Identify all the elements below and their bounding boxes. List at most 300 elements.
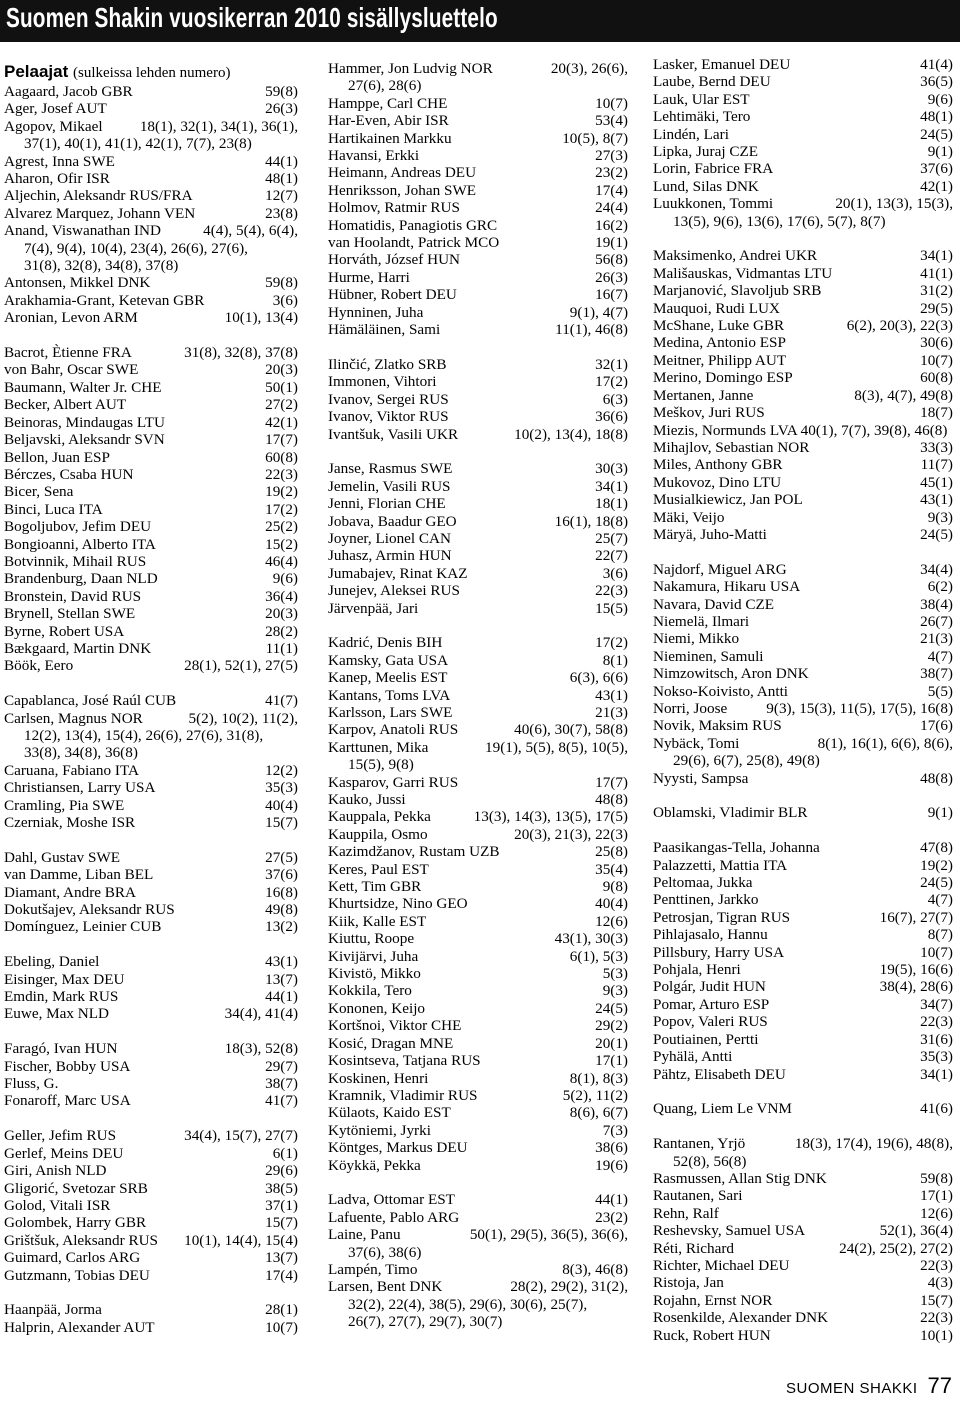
index-entry [4, 118, 298, 135]
player-name: Kononen, Keijo [328, 999, 426, 1017]
player-name: Kiik, Kalle EST [328, 912, 427, 930]
issue-references: 32(1) [595, 355, 628, 373]
index-entry [328, 1209, 628, 1226]
issue-references: 24(4) [595, 199, 628, 217]
issue-references: 4(7) [927, 647, 953, 665]
index-entry [653, 961, 953, 978]
issue-references: 34(1) [920, 1065, 953, 1083]
index-entry [328, 652, 628, 669]
group-spacer [4, 1023, 298, 1040]
index-entry [653, 73, 953, 90]
issue-references: 8(6), 6(7) [569, 1104, 628, 1122]
player-name: Lindén, Lari [653, 125, 729, 143]
index-entry [4, 222, 298, 239]
issue-references: 50(1), 29(5), 36(5), 36(6), [469, 1226, 628, 1244]
index-entry [328, 582, 628, 599]
player-name: Rosenkilde, Alexander DNK [653, 1309, 829, 1327]
index-entry [653, 978, 953, 995]
issue-references: 18(1), 32(1), 34(1), 36(1), [139, 117, 298, 135]
player-name: Pyhälä, Antti [653, 1048, 733, 1066]
index-entry [653, 1257, 953, 1274]
index-entry [653, 630, 953, 647]
index-entry [653, 56, 953, 73]
issue-references-continued: 12(2), 13(4), 15(4), 26(6), 27(6), 31(8), [24, 727, 264, 744]
index-entry [328, 878, 628, 895]
player-name: Ebeling, Daniel [4, 953, 100, 971]
group-spacer [653, 822, 953, 839]
index-entry [4, 901, 298, 918]
index-entry [653, 909, 953, 926]
player-name: Mauquoi, Rudi LUX [653, 299, 780, 317]
index-entry [653, 509, 953, 526]
player-name: Holmov, Ratmir RUS [328, 199, 460, 217]
issue-references: 40(4) [265, 796, 298, 814]
issue-references: 10(1), 14(4), 15(4) [184, 1231, 298, 1249]
group-spacer [653, 1118, 953, 1135]
player-name: Richter, Michael DEU [653, 1256, 790, 1274]
issue-references: 29(5) [920, 299, 953, 317]
player-name: Becker, Albert AUT [4, 396, 127, 414]
index-entry [653, 404, 953, 421]
index-entry [653, 317, 953, 334]
section-note: (sulkeissa lehden numero) [73, 65, 231, 81]
player-name: Kauko, Jussi [328, 791, 406, 809]
player-name: Mališauskas, Vidmantas LTU [653, 264, 833, 282]
issue-references: 52(1), 36(4) [879, 1222, 953, 1240]
issue-references-continued: 27(6), 28(6) [348, 77, 422, 95]
player-name: Maksimenko, Andrei UKR [653, 247, 818, 265]
player-name: Réti, Richard [653, 1239, 734, 1257]
page-number: 77 [927, 1373, 952, 1398]
issue-references: 36(4) [265, 587, 298, 605]
player-name: Rojahn, Ernst NOR [653, 1291, 773, 1309]
index-entry [328, 982, 628, 999]
index-entry [653, 491, 953, 508]
index-entry [328, 251, 628, 268]
issue-references: 10(2), 13(4), 18(8) [514, 425, 628, 443]
index-entry [653, 126, 953, 143]
issue-references: 25(2) [265, 518, 298, 536]
index-entry [4, 100, 298, 117]
player-name: Antonsen, Mikkel DNK [4, 274, 151, 292]
player-name: Märyä, Juho-Matti [653, 525, 767, 543]
player-name: Miles, Anthony GBR [653, 456, 783, 474]
issue-references: 15(5) [595, 599, 628, 617]
player-name: Kamsky, Gata USA [328, 651, 449, 669]
player-name: Ivantšuk, Vasili UKR [328, 425, 459, 443]
player-name: Köykkä, Pekka [328, 1156, 421, 1174]
index-entry [4, 1232, 298, 1249]
index-entry [328, 634, 628, 651]
index-entry [653, 717, 953, 734]
issue-references: 10(7) [920, 943, 953, 961]
index-entry [4, 170, 298, 187]
issue-references: 38(4) [920, 595, 953, 613]
issue-references: 19(1), 5(5), 8(5), 10(5), [485, 738, 628, 756]
magazine-name: SUOMEN SHAKKI [785, 1380, 918, 1397]
index-entry [653, 1292, 953, 1309]
issue-references: 22(3) [920, 1309, 953, 1327]
player-name: Alvarez Marquez, Johann VEN [4, 204, 196, 222]
player-name: Bogoljubov, Jefim DEU [4, 518, 152, 536]
issue-references: 19(1) [595, 234, 628, 252]
player-name: Karttunen, Mika [328, 738, 429, 756]
issue-references: 22(3) [595, 582, 628, 600]
issue-references: 8(1), 8(3) [569, 1069, 628, 1087]
issue-references: 11(1) [265, 639, 298, 657]
issue-references: 29(6) [265, 1162, 298, 1180]
issue-references: 10(7) [595, 94, 628, 112]
group-spacer [4, 327, 298, 344]
issue-references: 17(7) [265, 431, 298, 449]
index-entry [328, 895, 628, 912]
issue-references: 6(3) [602, 390, 628, 408]
issue-references: 9(8) [602, 878, 628, 896]
issue-references: 23(2) [595, 1208, 628, 1226]
player-name: Giri, Anish NLD [4, 1162, 107, 1180]
issue-references: 5(5) [927, 682, 953, 700]
index-entry [653, 1031, 953, 1048]
player-name: Penttinen, Jarkko [653, 891, 759, 909]
index-entry [4, 1092, 298, 1109]
player-name: Agrest, Inna SWE [4, 152, 115, 170]
issue-references: 19(5), 16(6) [879, 961, 953, 979]
index-entry [4, 187, 298, 204]
issue-references: 3(6) [272, 291, 298, 309]
player-name: Pillsbury, Harry USA [653, 943, 785, 961]
player-name: Lipka, Juraj CZE [653, 143, 759, 161]
index-entry [653, 996, 953, 1013]
index-entry [328, 791, 628, 808]
issue-references: 44(1) [265, 988, 298, 1006]
issue-references: 9(1) [927, 143, 953, 161]
player-name: Agopov, Mikael [4, 117, 103, 135]
index-entry [328, 913, 628, 930]
player-name: Hurme, Harri [328, 268, 410, 286]
page-title: Suomen Shakin vuosikerran 2010 sisällysluettelo [6, 2, 498, 33]
player-name: Caruana, Fabiano ITA [4, 761, 140, 779]
index-entry [4, 988, 298, 1005]
player-name: Rehn, Ralf [653, 1204, 719, 1222]
player-name: Euwe, Max NLD [4, 1005, 110, 1023]
index-entry [4, 1127, 298, 1144]
group-spacer [328, 1174, 628, 1191]
player-name: Juhasz, Armin HUN [328, 547, 452, 565]
player-name: Binci, Luca ITA [4, 500, 103, 518]
index-entry [328, 721, 628, 738]
index-entry [328, 373, 628, 390]
index-entry [653, 891, 953, 908]
index-entry [653, 387, 953, 404]
issue-references: 7(3) [602, 1121, 628, 1139]
issue-references: 10(5), 8(7) [562, 129, 628, 147]
index-entry [653, 1327, 953, 1344]
issue-references: 28(1) [265, 1301, 298, 1319]
player-name: Baumann, Walter Jr. CHE [4, 378, 162, 396]
index-entry [328, 112, 628, 129]
issue-references: 47(8) [920, 839, 953, 857]
index-entry [4, 536, 298, 553]
issue-references: 17(7) [595, 773, 628, 791]
issue-references: 17(4) [595, 181, 628, 199]
section-title: Pelaajat [4, 62, 69, 81]
issue-references-continued: 52(8), 56(8) [673, 1152, 747, 1170]
issue-references: 35(3) [265, 779, 298, 797]
player-name: Lund, Silas DNK [653, 177, 759, 195]
player-name: Järvenpää, Jari [328, 599, 419, 617]
index-entry [653, 1066, 953, 1083]
issue-references: 20(3) [265, 361, 298, 379]
issue-references: 9(3) [927, 508, 953, 526]
player-name: Medina, Antonio ESP [653, 334, 786, 352]
issue-references: 12(7) [265, 187, 298, 205]
issue-references: 15(7) [265, 1214, 298, 1232]
player-name: Kytöniemi, Jyrki [328, 1121, 431, 1139]
issue-references: 20(1) [595, 1034, 628, 1052]
player-name: Haanpää, Jorma [4, 1301, 102, 1319]
issue-references: 34(4), 41(4) [224, 1005, 298, 1023]
index-entry [4, 884, 298, 901]
player-name: Kivistö, Mikko [328, 965, 421, 983]
index-entry [328, 1104, 628, 1121]
index-entry [4, 971, 298, 988]
index-entry [328, 182, 628, 199]
player-name: Byrne, Robert USA [4, 622, 125, 640]
player-name: Peltomaa, Jukka [653, 874, 753, 892]
issue-references: 17(1) [595, 1052, 628, 1070]
group-spacer [4, 675, 298, 692]
player-name: Heimann, Andreas DEU [328, 164, 477, 182]
page-footer [786, 1373, 952, 1399]
index-entry [653, 1013, 953, 1030]
player-name: Khurtsidze, Nino GEO [328, 895, 468, 913]
group-spacer [4, 1110, 298, 1127]
index-entry [4, 83, 298, 100]
issue-references-continued: 7(4), 9(4), 10(4), 23(4), 26(6), 27(6), [24, 239, 248, 257]
index-entry [328, 687, 628, 704]
player-name: Fonaroff, Marc USA [4, 1092, 131, 1110]
issue-references: 5(2), 11(2) [562, 1086, 628, 1104]
index-entry [328, 95, 628, 112]
index-entry [328, 234, 628, 251]
index-entry [4, 414, 298, 431]
index-entry [4, 1058, 298, 1075]
issue-references: 34(1) [595, 477, 628, 495]
player-name: Hübner, Robert DEU [328, 286, 457, 304]
player-name: Lorin, Fabrice FRA [653, 160, 774, 178]
player-name: Henriksson, Johan SWE [328, 181, 477, 199]
index-entry [653, 369, 953, 386]
index-entry [328, 60, 628, 77]
issue-references: 43(1) [920, 491, 953, 509]
index-entry [653, 195, 953, 212]
player-name: Janse, Rasmus SWE [328, 460, 453, 478]
index-entry [4, 779, 298, 796]
index-entry [328, 147, 628, 164]
player-name: Bækgaard, Martin DNK [4, 639, 152, 657]
issue-references: 24(5) [920, 125, 953, 143]
index-entry [328, 408, 628, 425]
issue-references: 13(7) [265, 970, 298, 988]
index-entry [653, 160, 953, 177]
issue-references: 19(6) [595, 1156, 628, 1174]
index-entry [653, 1048, 953, 1065]
player-name: Rasmussen, Allan Stig DNK [653, 1169, 827, 1187]
issue-references-continued: 13(5), 9(6), 13(6), 17(6), 5(7), 8(7) [673, 212, 886, 230]
player-name: Jemelin, Vasili RUS [328, 477, 451, 495]
issue-references-continued: 32(2), 22(4), 38(5), 29(6), 30(6), 25(7), [348, 1295, 588, 1313]
issue-references: 13(2) [265, 918, 298, 936]
player-name: Emdin, Mark RUS [4, 988, 119, 1006]
group-spacer [653, 1083, 953, 1100]
issue-references: 36(5) [920, 73, 953, 91]
index-entry [4, 431, 298, 448]
player-name: Kauppala, Pekka [328, 808, 431, 826]
index-entry [653, 1100, 953, 1117]
player-name: Meškov, Juri RUS [653, 404, 765, 422]
index-entry [328, 1157, 628, 1174]
index-entry [328, 843, 628, 860]
player-name: Köntges, Markus DEU [328, 1139, 468, 1157]
index-entry [328, 861, 628, 878]
player-name: Mukovoz, Dino LTU [653, 473, 782, 491]
index-entry [328, 130, 628, 147]
issue-references: 13(7) [265, 1249, 298, 1267]
issue-references: 9(1) [927, 804, 953, 822]
index-entry [653, 770, 953, 787]
group-spacer [328, 617, 628, 634]
player-name: Polgár, Judit HUN [653, 978, 766, 996]
index-entry [653, 561, 953, 578]
issue-references: 43(1), 30(3) [554, 930, 628, 948]
index-entry [653, 282, 953, 299]
issue-references: 38(5) [265, 1179, 298, 1197]
issue-references-continued: 37(1), 40(1), 41(1), 42(1), 7(7), 23(8) [24, 135, 252, 153]
player-name: Fischer, Bobby USA [4, 1057, 131, 1075]
player-name: Pähtz, Elisabeth DEU [653, 1065, 786, 1083]
index-entry [328, 1087, 628, 1104]
player-name: Rautanen, Sari [653, 1187, 743, 1205]
issue-references: 48(1) [920, 108, 953, 126]
issue-references: 4(3) [927, 1274, 953, 1292]
issue-references: 29(2) [595, 1017, 628, 1035]
issue-references: 6(3), 6(6) [569, 669, 628, 687]
issue-references: 35(4) [595, 860, 628, 878]
player-name: Horváth, József HUN [328, 251, 461, 269]
issue-references: 27(2) [265, 396, 298, 414]
player-name: Hartikainen Markku [328, 129, 452, 147]
player-name: Har-Even, Abir ISR [328, 112, 449, 130]
index-entry [653, 422, 953, 439]
index-entry [4, 449, 298, 466]
index-entry [4, 814, 298, 831]
issue-references: 48(1) [265, 170, 298, 188]
index-entry [328, 965, 628, 982]
player-name: Bronstein, David RUS [4, 587, 142, 605]
player-name: Golombek, Harry GBR [4, 1214, 147, 1232]
issue-references: 53(4) [595, 112, 628, 130]
issue-references: 6(2) [927, 578, 953, 596]
issue-references: 48(8) [595, 791, 628, 809]
issue-references: 22(3) [920, 1013, 953, 1031]
player-name: Kiuttu, Roope [328, 930, 415, 948]
issue-references: 41(1) [920, 264, 953, 282]
player-name: Kantans, Toms LVA [328, 686, 451, 704]
issue-references: 38(6) [595, 1139, 628, 1157]
issue-references: 46(4) [265, 552, 298, 570]
issue-references: 24(5) [920, 874, 953, 892]
index-entry [4, 518, 298, 535]
index-entry [653, 874, 953, 891]
player-name: Joyner, Lionel CAN [328, 529, 451, 547]
player-name: Külaots, Kaido EST [328, 1104, 451, 1122]
player-name: Capablanca, José Raúl CUB [4, 692, 177, 710]
player-name: Guimard, Carlos ARG [4, 1249, 141, 1267]
issue-references: 15(7) [265, 814, 298, 832]
issue-references: 37(1) [265, 1196, 298, 1214]
issue-references: 20(1), 13(3), 15(3), [835, 195, 953, 213]
issue-references-continued: 15(5), 9(8) [348, 756, 414, 774]
index-entry [4, 1197, 298, 1214]
index-entry [653, 108, 953, 125]
index-entry [4, 1005, 298, 1022]
index-entry [328, 1052, 628, 1069]
player-name: Kosintseva, Tatjana RUS [328, 1052, 481, 1070]
issue-references: 34(4) [920, 560, 953, 578]
issue-references: 24(5) [920, 525, 953, 543]
issue-references: 20(3), 26(6), [550, 60, 628, 77]
issue-references: 8(7) [927, 926, 953, 944]
index-entry [4, 1145, 298, 1162]
index-entry [4, 379, 298, 396]
issue-references: 59(8) [920, 1169, 953, 1187]
issue-references: 10(7) [920, 351, 953, 369]
player-name: Kazimdžanov, Rustam UZB [328, 843, 500, 861]
issue-references: 41(6) [920, 1100, 953, 1118]
index-entry [653, 1274, 953, 1291]
issue-references: 43(1) [265, 953, 298, 971]
index-entry [328, 1122, 628, 1139]
issue-references: 10(1) [920, 1326, 953, 1344]
issue-references: 16(7) [595, 286, 628, 304]
index-entry [328, 164, 628, 181]
issue-references: 30(6) [920, 334, 953, 352]
index-entry [328, 495, 628, 512]
index-column-2 [328, 60, 628, 1331]
player-name: Lampén, Timo [328, 1260, 418, 1278]
index-entry [328, 1035, 628, 1052]
player-name: Marjanović, Slavoljub SRB [653, 282, 822, 300]
player-name: Kanep, Meelis EST [328, 669, 448, 687]
issue-references: 40(6), 30(7), 58(8) [514, 721, 628, 739]
index-entry [4, 692, 298, 709]
issue-references: 34(7) [920, 995, 953, 1013]
index-entry [653, 596, 953, 613]
player-name: Ager, Josef AUT [4, 100, 107, 118]
player-name: Bongioanni, Alberto ITA [4, 535, 156, 553]
issue-references: 4(7) [927, 891, 953, 909]
index-entry [653, 613, 953, 630]
player-name: Lasker, Emanuel DEU [653, 56, 791, 73]
issue-references: 27(3) [595, 147, 628, 165]
player-name: Niemelä, Ilmari [653, 612, 750, 630]
player-name: Meitner, Philipp AUT [653, 351, 787, 369]
index-entry [653, 1222, 953, 1239]
index-entry [653, 91, 953, 108]
entry-list [653, 56, 953, 1344]
player-name: McShane, Luke GBR [653, 317, 785, 335]
player-name: van Damme, Liban BEL [4, 866, 154, 884]
